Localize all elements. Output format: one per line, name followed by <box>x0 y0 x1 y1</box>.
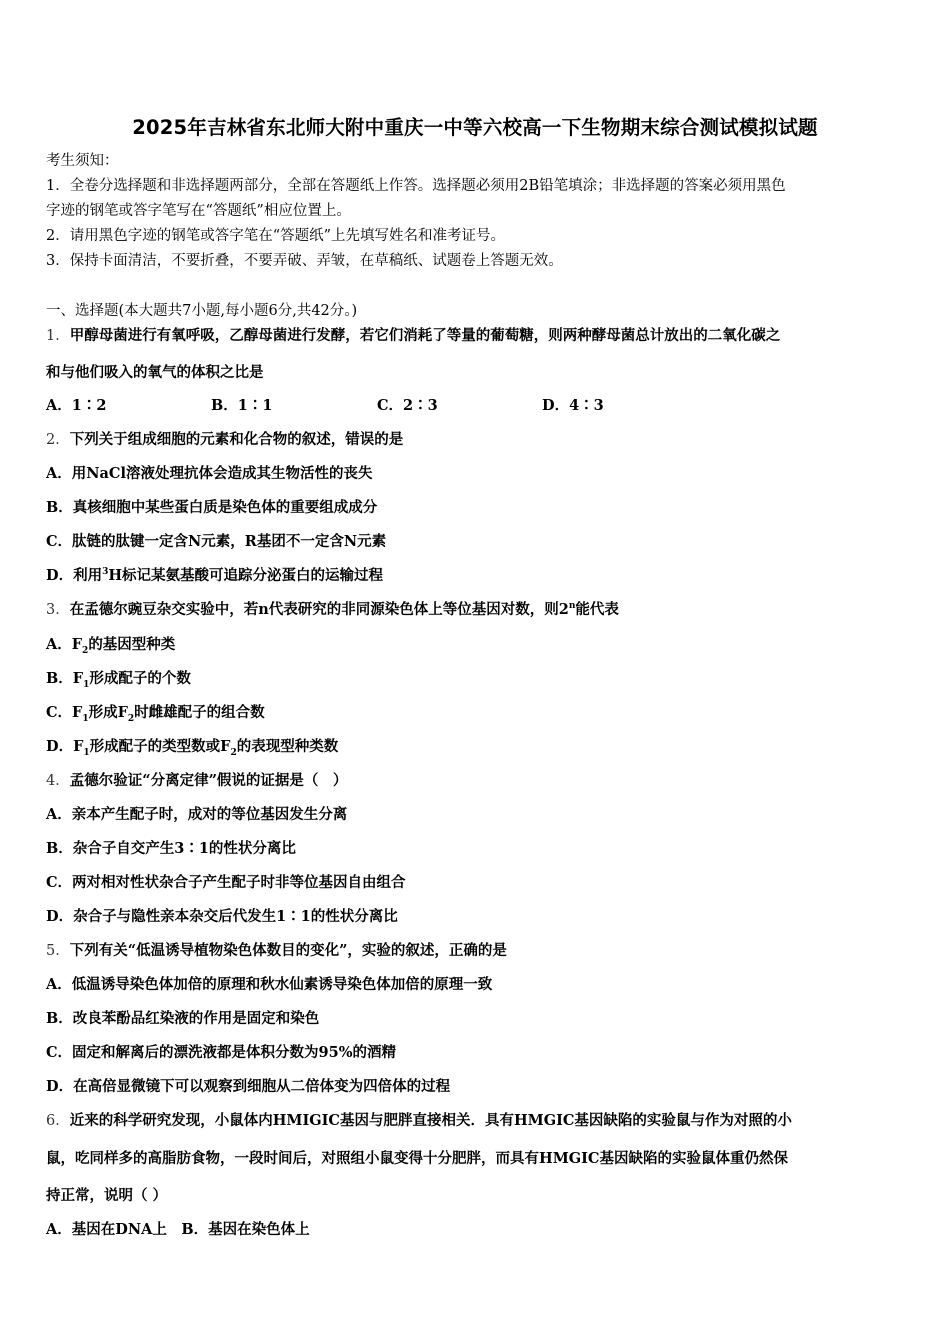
option-b: B．$F_1$形成配子的个数 <box>46 670 191 690</box>
question-text: 近来的科学研究发现，小鼠体内HMIGIC基因与肥胖直接相关．具有HMGIC基因缺陷的实验鼠与作为对照的小 <box>69 1112 792 1129</box>
notice-item: 1．全卷分选择题和非选择题两部分，全部在答题纸上作答。选择题必须用2B铅笔填涂；非选择题的答案必须用黑色 <box>46 178 786 194</box>
section-heading: 一、选择题(本大题共7小题,每小题6分,共42分。) <box>46 303 358 319</box>
notice-item: 3．保持卡面清洁，不要折叠，不要弄破、弄皱，在草稿纸、试题卷上答题无效。 <box>46 253 563 269</box>
question-number: 3． <box>46 602 70 618</box>
question-6-options: A．基因在DNA上 B．基因在染色体上 <box>46 1221 310 1238</box>
question-3: 3．在孟德尔豌豆杂交实验中，若n代表研究的非同源染色体上等位基因对数，则2$^n$能代表 <box>46 601 619 618</box>
option-a: A．亲本产生配子时，成对的等位基因发生分离 <box>46 806 348 823</box>
question-number: 5． <box>46 943 70 959</box>
option-d: D．4∶3 <box>542 397 604 414</box>
question-text: 甲醇母菌进行有氧呼吸，乙醇母菌进行发酵，若它们消耗了等量的葡萄糖，则两种酵母菌总计放出的二氧化碳之 <box>69 327 781 344</box>
option-b: B．杂合子自交产生3∶1的性状分离比 <box>46 840 296 857</box>
option-c: C．肽链的肽键一定含N元素，R基团不一定含N元素 <box>46 533 387 550</box>
question-number: 1． <box>46 328 70 344</box>
option-b: B．改良苯酚品红染液的作用是固定和染色 <box>46 1010 320 1027</box>
question-4 <box>46 771 906 791</box>
question-1-continued: 和与他们吸入的氧气的体积之比是 <box>46 364 264 381</box>
option-a: A．1∶2 <box>46 397 107 414</box>
option-c: C．两对相对性状杂合子产生配子时非等位基因自由组合 <box>46 874 406 891</box>
question-1-options <box>46 396 906 416</box>
question-text: 下列关于组成细胞的元素和化合物的叙述，错误的是 <box>69 431 404 448</box>
question-number: 6． <box>46 1113 70 1129</box>
option-d: D．杂合子与隐性亲本杂交后代发生1∶1的性状分离比 <box>46 908 398 925</box>
question-1 <box>46 326 906 346</box>
question-6 <box>46 1111 906 1131</box>
question-number: 4． <box>46 773 70 789</box>
question-2 <box>46 430 906 450</box>
question-number: 2． <box>46 432 70 448</box>
option-b: B．真核细胞中某些蛋白质是染色体的重要组成成分 <box>46 499 378 516</box>
option-a: A．低温诱导染色体加倍的原理和秋水仙素诱导染色体加倍的原理一致 <box>46 976 493 993</box>
notice-item: 2．请用黑色字迹的钢笔或答字笔在“答题纸”上先填写姓名和准考证号。 <box>46 228 506 244</box>
question-6-continued: 持正常，说明（ ） <box>46 1187 168 1204</box>
page-title: 2025年吉林省东北师大附中重庆一中等六校高一下生物期末综合测试模拟试题 <box>132 116 818 139</box>
option-a: A．$F_2$的基因型种类 <box>46 636 176 656</box>
option-d: D．在高倍显微镜下可以观察到细胞从二倍体变为四倍体的过程 <box>46 1078 451 1095</box>
question-6-continued: 鼠，吃同样多的高脂肪食物，一段时间后，对照组小鼠变得十分肥胖，而具有HMGIC基因缺陷的实验鼠体重仍然保 <box>46 1150 788 1167</box>
notice-heading: 考生须知： <box>46 153 119 169</box>
option-d: D．利用$^3$H标记某氨基酸可追踪分泌蛋白的运输过程 <box>46 567 384 584</box>
option-c: C．$F_1$形成$F_2$时雌雄配子的组合数 <box>46 704 265 724</box>
option-a: A．用NaCl溶液处理抗体会造成其生物活性的丧失 <box>46 465 373 482</box>
option-c: C．固定和解离后的漂洗液都是体积分数为95%的酒精 <box>46 1044 396 1061</box>
question-text: 孟德尔验证“分离定律”假说的证据是（ ） <box>69 772 348 789</box>
option-d: D．$F_1$形成配子的类型数或$F_2$的表现型种类数 <box>46 738 339 758</box>
option-c: C．2∶3 <box>377 397 438 414</box>
question-5 <box>46 941 906 961</box>
notice-item: 字迹的钢笔或答字笔写在“答题纸”相应位置上。 <box>46 203 351 219</box>
option-b: B．1∶1 <box>211 397 273 414</box>
question-text: 下列有关“低温诱导植物染色体数目的变化”，实验的叙述，正确的是 <box>69 942 507 959</box>
